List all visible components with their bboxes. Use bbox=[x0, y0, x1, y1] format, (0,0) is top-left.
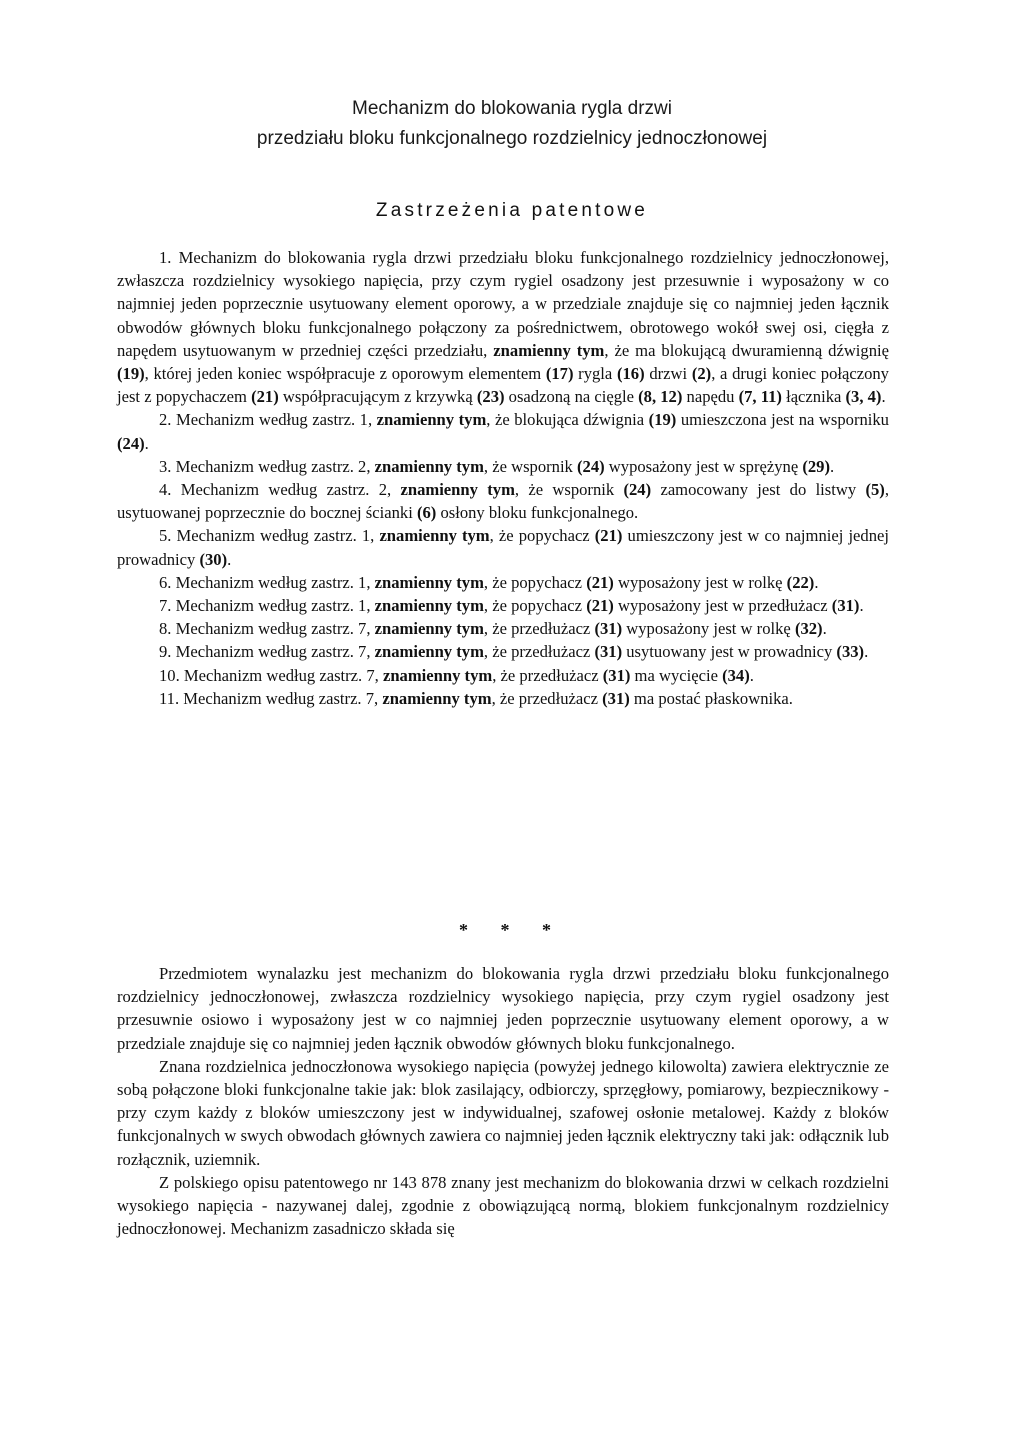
claim-emphasis: (32) bbox=[794, 619, 823, 639]
claim-emphasis: (31) bbox=[831, 596, 860, 616]
claim-emphasis: (19) bbox=[117, 364, 145, 384]
claim-emphasis: znamienny tym bbox=[400, 480, 515, 500]
claim-emphasis: znamienny tym bbox=[374, 456, 484, 476]
claim-text: . bbox=[864, 642, 869, 662]
claim-text: 1. Mechanizm do blokowania rygla drzwi przedziału bloku funkcjonalnego rozdzielnicy jednoczłonowej, zwłaszcza rozdzielnicy wysokiego napięcia, przy czym rygiel osadzony jest przesuwnie i wyposażony w co najmniej jeden poprzecznie usytuowany element oporowy, a w przedziale znajduje się co najmniej jeden łącznik obwodów głównych bloku funkcjonalnego połączony za pośrednictwem, obrotowego wokół swej osi, cięgła z napędem usytuowanym w przedniej części przedziału, bbox=[117, 248, 889, 360]
claim-3 bbox=[117, 455, 889, 478]
claim-9 bbox=[117, 640, 889, 663]
claim-text: . bbox=[144, 433, 149, 453]
claim-text: , że wspornik bbox=[483, 456, 577, 476]
claim-text: 9. Mechanizm według zastrz. 7, bbox=[159, 642, 375, 662]
claim-emphasis: (21) bbox=[594, 526, 623, 546]
claim-text: 6. Mechanizm według zastrz. 1, bbox=[159, 572, 375, 592]
claim-emphasis: (2) bbox=[691, 364, 712, 384]
claim-emphasis: (5) bbox=[865, 480, 885, 500]
claim-text: łącznika bbox=[781, 387, 846, 407]
description-paragraph: Przedmiotem wynalazku jest mechanizm do blokowania rygla drzwi przedziału bloku funkcjonalnego rozdzielnicy jednoczłonowej, zwłaszcza rozdzielnicy wysokiego napięcia, przy czym rygiel osadzony jest przesuwnie osiowo i wyposażony jest w co najmniej jeden poprzecznie usytuowany element oporowy, a w przedziale znajduje się co najmniej jeden łącznik obwodów głównych bloku funkcjonalnego. bbox=[117, 964, 889, 1053]
claim-emphasis: znamienny tym bbox=[382, 688, 492, 708]
claim-emphasis: (24) bbox=[577, 456, 605, 476]
claim-8 bbox=[117, 617, 889, 640]
claim-2 bbox=[117, 408, 889, 454]
claim-emphasis: (24) bbox=[117, 433, 145, 453]
claim-text: ma wycięcie bbox=[630, 665, 723, 685]
claim-emphasis: (30) bbox=[199, 549, 228, 569]
claim-4 bbox=[117, 478, 889, 524]
claim-emphasis: (21) bbox=[251, 387, 279, 407]
claim-emphasis: (7, 11) bbox=[738, 387, 782, 407]
claim-text: . bbox=[822, 619, 827, 639]
claim-text: , że popychacz bbox=[489, 526, 595, 546]
claim-text: umieszczony jest w co najmniej jednej prowadnicy bbox=[117, 526, 889, 569]
claim-text: , której jeden koniec współpracuje z oporowym elementem bbox=[144, 364, 546, 384]
claim-emphasis: (22) bbox=[786, 572, 815, 592]
claim-emphasis: znamienny tym bbox=[379, 526, 490, 546]
claim-text: drzwi bbox=[644, 364, 692, 384]
claim-text: , że popychacz bbox=[483, 596, 587, 616]
claim-text: . bbox=[881, 387, 886, 407]
claim-emphasis: (34) bbox=[722, 665, 750, 685]
claim-emphasis: (31) bbox=[594, 619, 623, 639]
claim-text: , że przedłużacz bbox=[491, 688, 603, 708]
claim-text: , a drugi koniec połączony jest z popychaczem bbox=[117, 364, 889, 407]
claim-text: ma postać płaskownika. bbox=[629, 688, 793, 708]
claim-1 bbox=[117, 246, 889, 408]
claim-emphasis: (3, 4) bbox=[845, 387, 882, 407]
claim-emphasis: (16) bbox=[616, 364, 645, 384]
claim-text: rygla bbox=[573, 364, 617, 384]
claim-emphasis: (21) bbox=[586, 572, 614, 592]
claim-emphasis: (29) bbox=[802, 456, 831, 476]
claim-emphasis: (8, 12) bbox=[638, 387, 683, 407]
claim-emphasis: znamienny tym bbox=[493, 340, 605, 360]
claim-emphasis: (19) bbox=[648, 410, 677, 430]
claim-text: . bbox=[859, 596, 864, 616]
claim-emphasis: (24) bbox=[623, 480, 652, 500]
claim-text: , że wspornik bbox=[514, 480, 624, 500]
claim-text: umieszczona jest na wsporniku bbox=[676, 410, 889, 430]
claim-emphasis: (17) bbox=[545, 364, 574, 384]
claim-10 bbox=[117, 664, 889, 687]
claim-text: usytuowany jest w prowadnicy bbox=[622, 642, 837, 662]
claim-emphasis: (31) bbox=[594, 642, 623, 662]
claims-list bbox=[117, 246, 889, 710]
claim-text: 2. Mechanizm według zastrz. 1, bbox=[159, 410, 377, 430]
claim-emphasis: (23) bbox=[476, 387, 505, 407]
claim-text: wyposażony jest w przedłużacz bbox=[613, 596, 832, 616]
claim-text: , że blokująca dźwignia bbox=[486, 410, 649, 430]
claim-text: wyposażony jest w rolkę bbox=[622, 619, 795, 639]
claim-text: napędu bbox=[682, 387, 739, 407]
description-paragraph: Z polskiego opisu patentowego nr 143 878 znany jest mechanizm do blokowania drzwi w celkach rozdzielni wysokiego napięcia - nazywanej dalej, zgodnie z obowiązującą normą, blokiem funkcjonalnym rozdzielnicy jednoczłonowej. Mechanizm zasadniczo składa się bbox=[117, 1172, 889, 1239]
claim-text: , że popychacz bbox=[483, 572, 587, 592]
claim-text: zamocowany jest do listwy bbox=[651, 480, 866, 500]
claim-emphasis: znamienny tym bbox=[374, 572, 484, 592]
claim-text: wyposażony jest w sprężynę bbox=[604, 456, 803, 476]
claim-text: , że przedłużacz bbox=[492, 665, 603, 685]
claim-text: , usytuowanej poprzecznie do bocznej ścianki bbox=[117, 480, 889, 523]
claim-text: 5. Mechanizm według zastrz. 1, bbox=[159, 526, 380, 546]
claim-emphasis: znamienny tym bbox=[382, 665, 493, 685]
claim-text: współpracującym z krzywką bbox=[278, 387, 477, 407]
claim-emphasis: znamienny tym bbox=[374, 642, 484, 662]
claim-emphasis: znamienny tym bbox=[374, 596, 484, 616]
claim-text: osadzoną na cięgle bbox=[504, 387, 639, 407]
claim-emphasis: (33) bbox=[836, 642, 865, 662]
claim-text: wyposażony jest w rolkę bbox=[613, 572, 787, 592]
claim-text: 10. Mechanizm według zastrz. 7, bbox=[159, 665, 383, 685]
claim-text: 8. Mechanizm według zastrz. 7, bbox=[159, 619, 375, 639]
claim-text: 3. Mechanizm według zastrz. 2, bbox=[159, 456, 375, 476]
claim-text: . bbox=[830, 456, 835, 476]
claim-text: 7. Mechanizm według zastrz. 1, bbox=[159, 596, 375, 616]
description-text bbox=[117, 962, 889, 1240]
claim-emphasis: (31) bbox=[602, 665, 631, 685]
section-heading-claims: Zastrzeżenia patentowe bbox=[375, 200, 649, 221]
claim-emphasis: (6) bbox=[416, 503, 437, 523]
claim-text: , że przedłużacz bbox=[483, 642, 595, 662]
claim-text: . bbox=[749, 665, 754, 685]
claim-7 bbox=[117, 594, 889, 617]
claim-text: , że ma blokującą dwuramienną dźwignię bbox=[604, 340, 889, 360]
claim-emphasis: znamienny tym bbox=[374, 619, 484, 639]
claim-emphasis: znamienny tym bbox=[376, 410, 487, 430]
claim-text: osłony bloku funkcjonalnego. bbox=[436, 503, 639, 523]
claim-5 bbox=[117, 524, 889, 570]
claim-text: , że przedłużacz bbox=[483, 619, 595, 639]
claim-11 bbox=[117, 687, 889, 710]
document-title-line-1: Mechanizm do blokowania rygla drzwi bbox=[352, 98, 672, 119]
claim-text: 11. Mechanizm według zastrz. 7, bbox=[159, 688, 383, 708]
claim-text: 4. Mechanizm według zastrz. 2, bbox=[159, 480, 401, 500]
claim-text: . bbox=[814, 572, 819, 592]
claim-emphasis: (21) bbox=[586, 596, 614, 616]
claim-emphasis: (31) bbox=[602, 688, 630, 708]
claim-6 bbox=[117, 571, 889, 594]
document-title-line-2: przedziału bloku funkcjonalnego rozdzielnicy jednoczłonowej bbox=[256, 128, 768, 149]
section-separator: * * * bbox=[459, 920, 565, 940]
claim-text: . bbox=[227, 549, 232, 569]
description-paragraph: Znana rozdzielnica jednoczłonowa wysokiego napięcia (powyżej jednego kilowolta) zawiera elektrycznie ze sobą połączone bloki funkcjonalne takie jak: blok zasilający, odbiorczy, sprzęgłowy, pomiarowy, bezpiecznikowy - przy czym każdy z bloków umieszczony jest w indywidualnej, szafowej osłonie metalowej. Każdy z bloków funkcjonalnych w swych obwodach głównych zawiera co najmniej jeden łącznik elektryczny taki jak: odłącznik lub rozłącznik, uziemnik. bbox=[117, 1056, 889, 1169]
